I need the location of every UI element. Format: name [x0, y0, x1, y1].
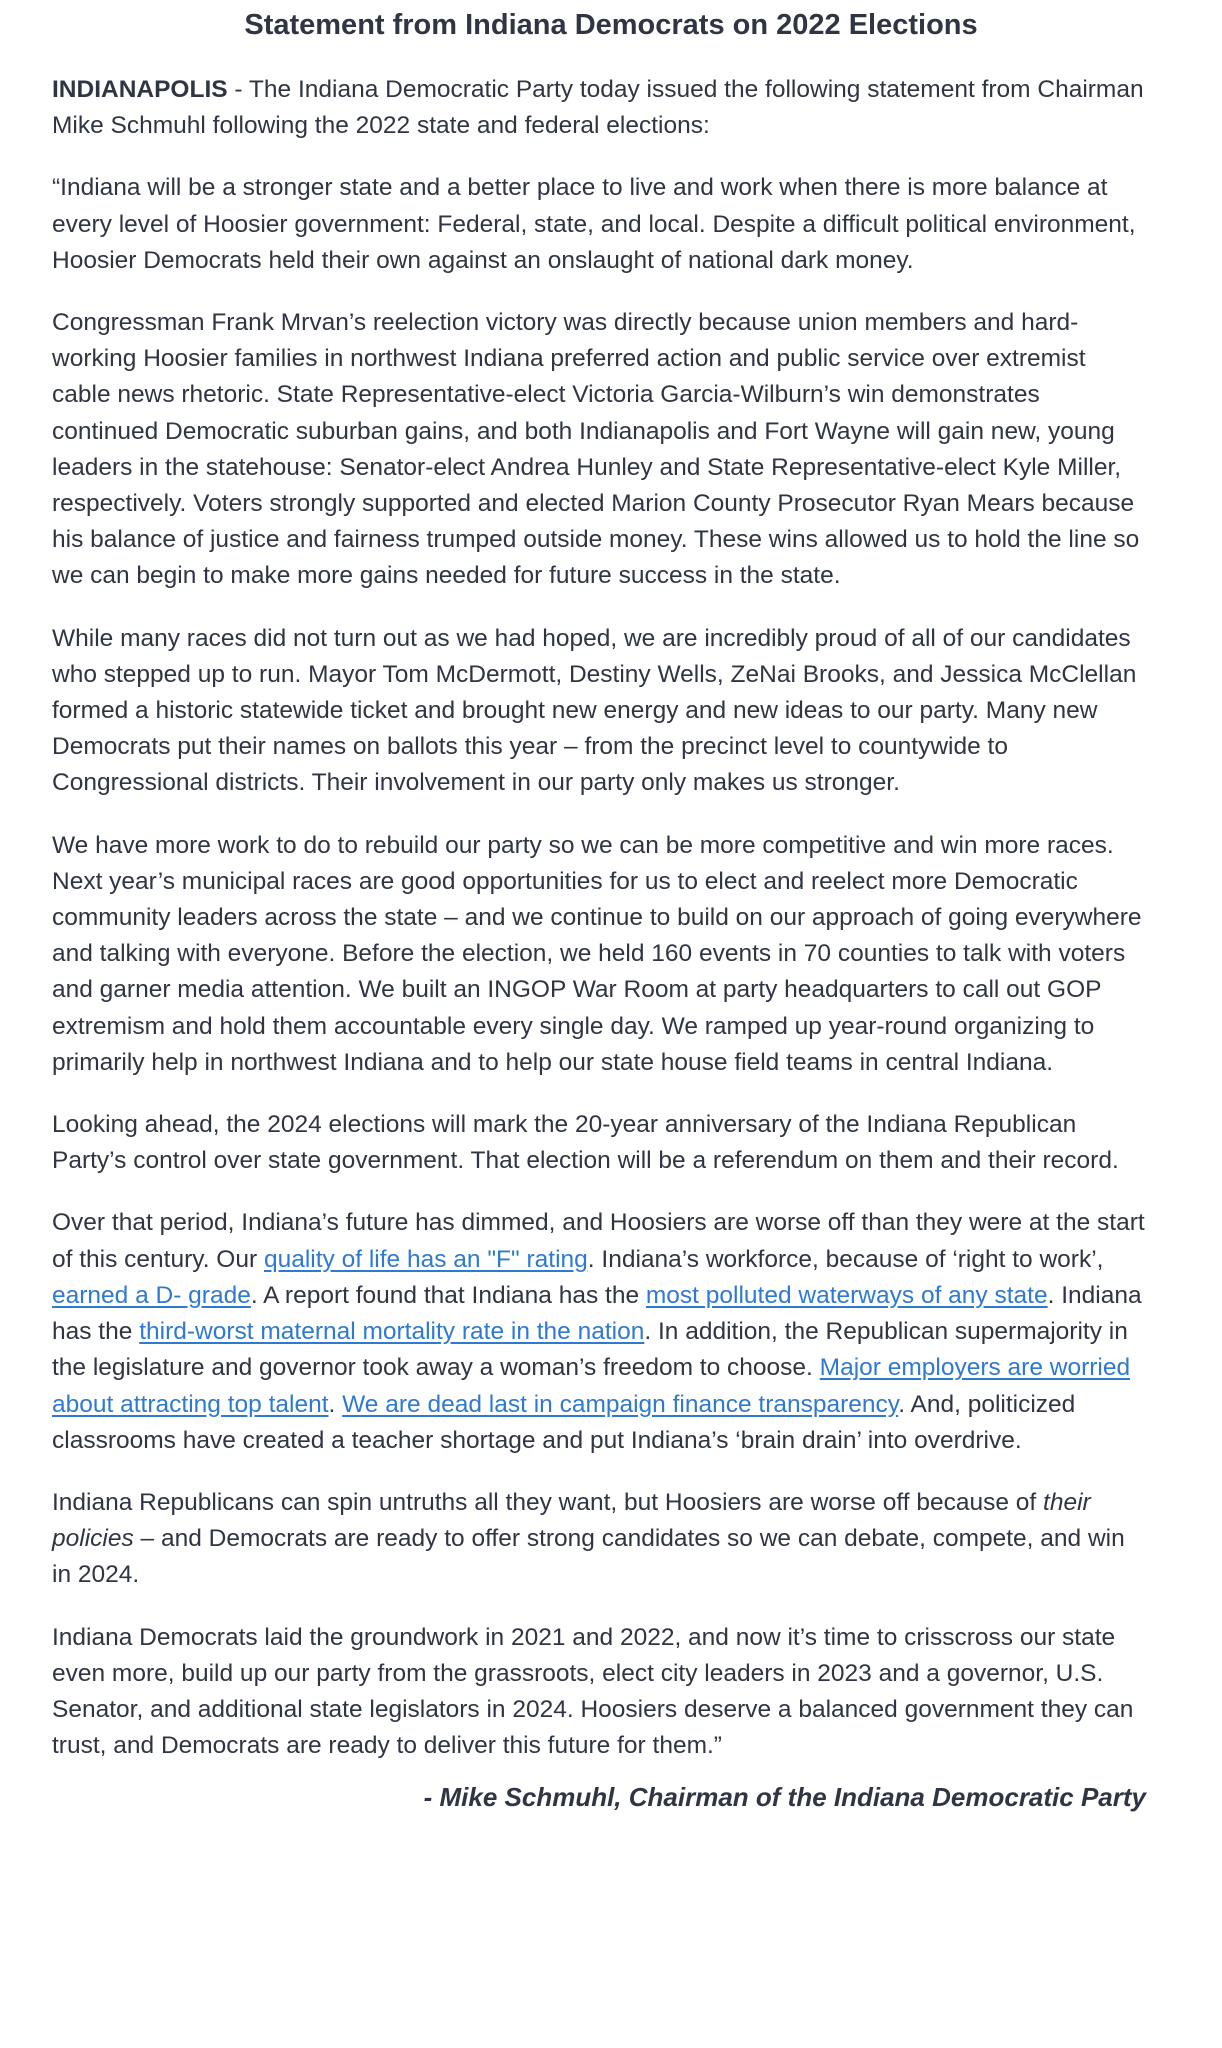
maternal-mortality-link[interactable]: third-worst maternal mortality rate in the nation: [139, 1318, 645, 1346]
p7-text-1: Indiana Republicans can spin untruths all they want, but Hoosiers are worse off because of: [52, 1488, 1044, 1516]
quote-paragraph-6: [52, 1205, 1150, 1458]
p7-text-2: – and Democrats are ready to offer strong candidates so we can debate, compete, and win in 2024.: [52, 1525, 1125, 1589]
page-title: Statement from Indiana Democrats on 2022 Elections: [244, 9, 978, 41]
quote-paragraph-5: Looking ahead, the 2024 elections will mark the 20-year anniversary of the Indiana Republican Party’s control over state government. That election will be a referendum on them and their record.: [52, 1111, 1119, 1175]
p6-text-1: Over that period, Indiana’s future has dimmed, and Hoosiers are worse off than they were at the start of this century. Our: [52, 1209, 1145, 1273]
p6-text-4: . Indiana has the: [52, 1281, 1142, 1346]
p6-text-2: . Indiana’s workforce, because of ‘right to work’,: [587, 1245, 1104, 1273]
workforce-grade-link[interactable]: earned a D- grade: [52, 1281, 251, 1309]
quote-paragraph-4: We have more work to do to rebuild our party so we can be more competitive and win more races. Next year’s municipal races are good opportunities for us to elect and reelect more Democratic community leaders across the state – and we continue to build on our approach of going everywhere and talking with everyone. Before the election, we held 160 events in 70 counties to talk with voters and garner media attention. We built an INGOP War Room at party headquarters to call out GOP extremism and hold them accountable every single day. We ramped up year-round organizing to primarily help in northwest Indiana and to help our state house field teams in central Indiana.: [52, 831, 1142, 1076]
quote-paragraph-3: While many races did not turn out as we had hoped, we are incredibly proud of all of our candidates who stepped up to run. Mayor Tom McDermott, Destiny Wells, ZeNai Brooks, and Jessica McClellan formed a historic statewide ticket and brought new energy and new ideas to our party. Many new Democrats put their names on ballots this year – from the precinct level to countywide to Congressional districts. Their involvement in our party only makes us stronger.: [52, 624, 1137, 797]
p7-emphasis: their policies: [52, 1488, 1091, 1553]
intro-paragraph: [52, 72, 1150, 144]
quality-of-life-link[interactable]: quality of life has an "F" rating: [263, 1245, 588, 1273]
quote-paragraph-7: [52, 1485, 1150, 1594]
quote-paragraph-2: Congressman Frank Mrvan’s reelection victory was directly because union members and hard-working Hoosier families in northwest Indiana preferred action and public service over extremist cable news rhetoric. State Representative-elect Victoria Garcia-Wilburn’s win demonstrates continued Democratic suburban gains, and both Indianapolis and Fort Wayne will gain new, young leaders in the statehouse: Senator-elect Andrea Hunley and State Representative-elect Kyle Miller, respectively. Voters strongly supported and elected Marion County Prosecutor Ryan Mears because his balance of justice and fairness trumped outside money. These wins allowed us to hold the line so we can begin to make more gains needed for future success in the state.: [52, 309, 1140, 590]
p6-text-7: . And, politicized classrooms have created a teacher shortage and put Indiana’s ‘brain drain’ into overdrive.: [52, 1390, 1076, 1454]
polluted-waterways-link[interactable]: most polluted waterways of any state: [645, 1281, 1048, 1309]
p6-text-3: . A report found that Indiana has the: [250, 1281, 646, 1309]
major-employers-link[interactable]: Major employers are worried about attracting top talent: [52, 1354, 1131, 1418]
quote-paragraph-1: “Indiana will be a stronger state and a better place to live and work when there is more balance at every level of Hoosier government: Federal, state, and local. Despite a difficult political environment, Hoosier Democrats held their own against an onslaught of national dark money.: [52, 174, 1136, 274]
p6-text-5: . In addition, the Republican supermajority in the legislature and governor took away a woman’s freedom to choose.: [52, 1318, 1128, 1382]
signature: - Mike Schmuhl, Chairman of the Indiana Democratic Party: [423, 1782, 1146, 1813]
intro-text: - The Indiana Democratic Party today issued the following statement from Chairman Mike Schmuhl following the 2022 state and federal elections:: [52, 76, 1144, 140]
dateline: INDIANAPOLIS: [52, 76, 228, 103]
p6-text-6: .: [328, 1390, 343, 1418]
quote-paragraph-8: Indiana Democrats laid the groundwork in 2021 and 2022, and now it’s time to crisscross our state even more, build up our party from the grassroots, elect city leaders in 2023 and a governor, U.S. Senator, and additional state legislators in 2024. Hoosiers deserve a balanced government they can trust, and Democrats are ready to deliver this future for them.”: [52, 1623, 1134, 1760]
campaign-finance-link[interactable]: We are dead last in campaign finance transparency: [342, 1390, 899, 1418]
